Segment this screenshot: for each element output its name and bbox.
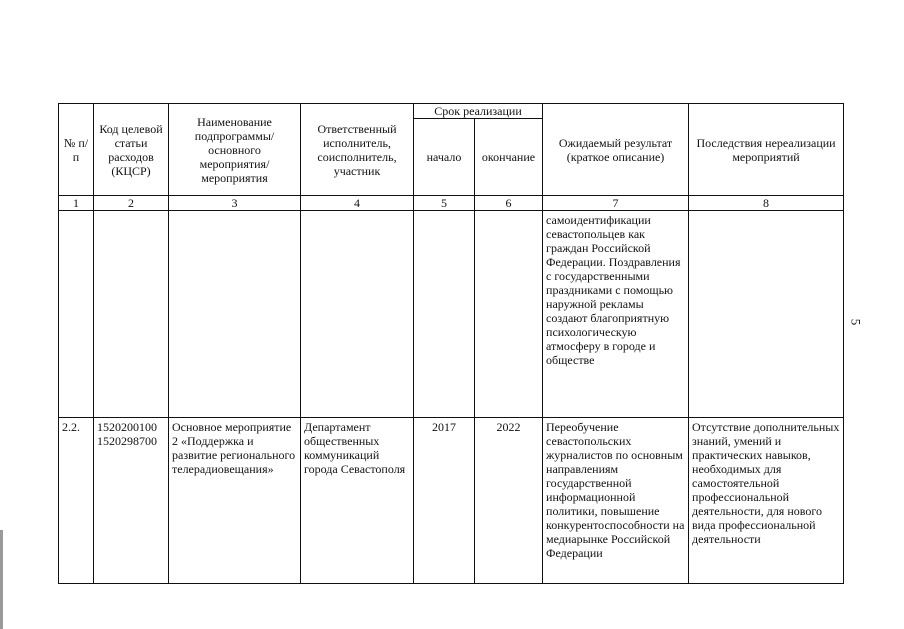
row-result: Переобучение севастопольских журналистов по основным направлениям государственной информационной политики, повышение конкурентоспособности на медиарынке Российской Федерации	[543, 418, 689, 584]
row-executor	[301, 211, 414, 418]
page-number: 5	[848, 318, 864, 326]
header-name: Наименование подпрограммы/ основного мероприятия/ мероприятия	[169, 104, 301, 196]
header-consequences: Последствия нереализации мероприятий	[689, 104, 844, 196]
column-number: 4	[301, 196, 414, 211]
header-term-end: окончание	[475, 119, 543, 196]
header-num: № п/п	[59, 104, 94, 196]
row-name	[169, 211, 301, 418]
row-name: Основное мероприятие 2 «Поддержка и развитие регионального телерадиовещания»	[169, 418, 301, 584]
row-start	[414, 211, 475, 418]
row-num: 2.2.	[59, 418, 94, 584]
row-end: 2022	[475, 418, 543, 584]
header-result: Ожидаемый результат (краткое описание)	[543, 104, 689, 196]
column-number: 2	[94, 196, 169, 211]
column-number: 5	[414, 196, 475, 211]
column-number: 8	[689, 196, 844, 211]
row-start: 2017	[414, 418, 475, 584]
row-executor: Департамент общественных коммуникаций города Севастополя	[301, 418, 414, 584]
table-row	[59, 418, 844, 584]
header-code: Код целевой статьи расходов (КЦСР)	[94, 104, 169, 196]
header-row-1	[59, 104, 844, 119]
header-executor: Ответственный исполнитель, соисполнитель, участник	[301, 104, 414, 196]
row-code	[94, 211, 169, 418]
header-term-start: начало	[414, 119, 475, 196]
row-consequences: Отсутствие дополнительных знаний, умений и практических навыков, необходимых для самостоятельной профессиональной деятельности, для нового вида профессиональной деятельности	[689, 418, 844, 584]
row-num	[59, 211, 94, 418]
column-number: 1	[59, 196, 94, 211]
column-number: 3	[169, 196, 301, 211]
scan-edge-artifact	[0, 0, 3, 629]
row-consequences	[689, 211, 844, 418]
column-number: 7	[543, 196, 689, 211]
program-measures-table	[58, 103, 844, 584]
column-number-row	[59, 196, 844, 211]
row-code: 1520200100 1520298700	[94, 418, 169, 584]
header-term: Срок реализации	[414, 104, 543, 119]
table-row	[59, 211, 844, 418]
column-number: 6	[475, 196, 543, 211]
row-end	[475, 211, 543, 418]
row-result: самоидентификации севастопольцев как граждан Российской Федерации. Поздравления с государственными праздниками с помощью наружной рекламы создают благоприятную психологическую атмосферу в городе и обществе	[543, 211, 689, 418]
